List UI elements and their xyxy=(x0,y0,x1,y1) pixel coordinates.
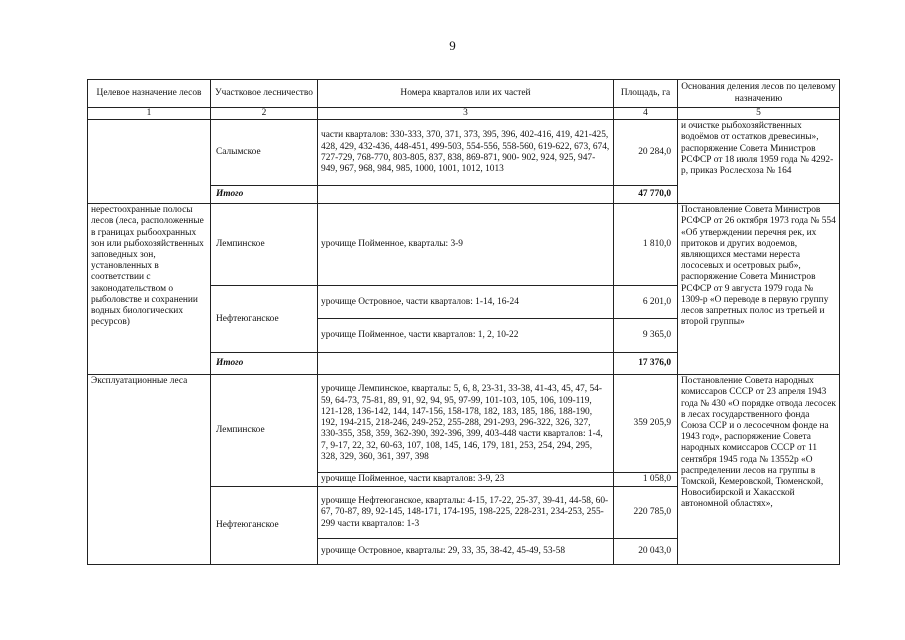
page-number: 9 xyxy=(449,38,456,53)
header-forestry: Участковое лесничество xyxy=(211,80,318,108)
quarters-cell: урочище Островное, кварталы: 29, 33, 35, 38-42, 45-49, 53-58 xyxy=(318,539,614,565)
column-number: 5 xyxy=(678,108,840,120)
area-cell: 1 058,0 xyxy=(614,473,678,487)
column-number: 3 xyxy=(318,108,614,120)
forestry-cell: Нефтеюганское xyxy=(211,286,318,353)
basis-cell: и очистке рыбохозяйственных водоёмов от остатков древесины», распоряжение Совета Министров РСФСР от 18 июля 1959 года № 4292-р, приказ Рослесхоза № 164 xyxy=(678,120,840,204)
area-cell: 1 810,0 xyxy=(614,204,678,286)
total-label: Итого xyxy=(211,186,318,204)
table-row xyxy=(88,375,840,473)
area-cell: 20 043,0 xyxy=(614,539,678,565)
quarters-cell: урочище Лемпинское, кварталы: 5, 6, 8, 23-31, 33-38, 41-43, 45, 47, 54-59, 64-73, 75-81, 89, 91, 92, 94, 95, 97-99, 101-103, 105, 106, 109-119, 121-128, 136-142, 144, 147-156, 158-178, 182, 183, 185, 186, 188-190, 192, 194-215, 218-246, 249-252, 255-288, 291-293, 296-322, 326, 327, 330-355, 358, 359, 362-390, 392-396, 399, 403-448 части кварталов: 1-4, 7, 9-17, 22, 32, 60-63, 107, 108, 145, 146, 179, 181, 253, 254, 294, 295, 328, 329, 360, 361, 397, 398 xyxy=(318,375,614,473)
total-area: 47 770,0 xyxy=(614,186,678,204)
quarters-cell: урочище Островное, части кварталов: 1-14, 16-24 xyxy=(318,286,614,319)
header-row xyxy=(88,80,840,108)
column-number: 2 xyxy=(211,108,318,120)
header-basis: Основания деления лесов по целевому назначению xyxy=(678,80,840,108)
forestry-cell: Лемпинское xyxy=(211,375,318,487)
forestry-cell: Лемпинское xyxy=(211,204,318,286)
area-cell: 220 785,0 xyxy=(614,487,678,539)
forestry-cell: Салымское xyxy=(211,120,318,186)
basis-cell: Постановление Совета народных комиссаров СССР от 23 апреля 1943 года № 430 «О порядке отвода лесосек в лесах государственного фонда Союза ССР и о лесосечном фонде на 1943 год», распоряжение Совета народных комиссаров СССР от 11 сентября 1945 года № 13552р «О распределении лесов на группы в Томской, Кемеровской, Тюменской, Новосибирской и Хакасской автономной областях», xyxy=(678,375,840,565)
total-area: 17 376,0 xyxy=(614,353,678,375)
total-label: Итого xyxy=(211,353,318,375)
purpose-cell: Эксплуатационные леса xyxy=(88,375,211,565)
table-row xyxy=(88,204,840,286)
column-number-row xyxy=(88,108,840,120)
header-area: Площадь, га xyxy=(614,80,678,108)
area-cell: 20 284,0 xyxy=(614,120,678,186)
total-quarters-empty xyxy=(318,353,614,375)
column-number: 4 xyxy=(614,108,678,120)
quarters-cell: урочище Пойменное, кварталы: 3-9 xyxy=(318,204,614,286)
column-number: 1 xyxy=(88,108,211,120)
forestry-cell: Нефтеюганское xyxy=(211,487,318,565)
header-purpose: Целевое назначение лесов xyxy=(88,80,211,108)
header-quarters: Номера кварталов или их частей xyxy=(318,80,614,108)
area-cell: 9 365,0 xyxy=(614,319,678,353)
forest-purpose-table xyxy=(87,79,840,565)
purpose-cell-empty xyxy=(88,120,211,204)
basis-cell: Постановление Совета Министров РСФСР от 26 октября 1973 года № 554 «Об утверждении перечня рек, их притоков и других водоемов, являющихся местами нереста лососевых и осетровых рыб», распоряжение Совета Министров РСФСР от 9 августа 1979 года № 1309-р «О переводе в первую группу лесов запретных полос из третьей и второй группы» xyxy=(678,204,840,375)
area-cell: 6 201,0 xyxy=(614,286,678,319)
quarters-cell: части кварталов: 330-333, 370, 371, 373, 395, 396, 402-416, 419, 421-425, 428, 429, 432-436, 448-451, 499-503, 554-556, 558-560, 619-622, 673, 674, 727-729, 768-770, 803-805, 837, 838, 869-871, 900- 902, 924, 925, 947-949, 967, 968, 984, 985, 1000, 1001, 1012, 1013 xyxy=(318,120,614,186)
area-cell: 359 205,9 xyxy=(614,375,678,473)
purpose-cell: нерестоохранные полосы лесов (леса, расположенные в границах рыбоохранных зон или рыбохозяйственных заповедных зон, установленных в соответствии с законодательством о рыболовстве и сохранении водных биологических ресурсов) xyxy=(88,204,211,375)
quarters-cell: урочище Пойменное, части кварталов: 3-9, 23 xyxy=(318,473,614,487)
quarters-cell: урочище Пойменное, части кварталов: 1, 2, 10-22 xyxy=(318,319,614,353)
table-row xyxy=(88,120,840,186)
total-quarters-empty xyxy=(318,186,614,204)
quarters-cell: урочище Нефтеюганское, кварталы: 4-15, 17-22, 25-37, 39-41, 44-58, 60-67, 70-87, 89, 92-145, 148-171, 174-195, 198-225, 228-231, 234-253, 255-299 части кварталов: 1-3 xyxy=(318,487,614,539)
